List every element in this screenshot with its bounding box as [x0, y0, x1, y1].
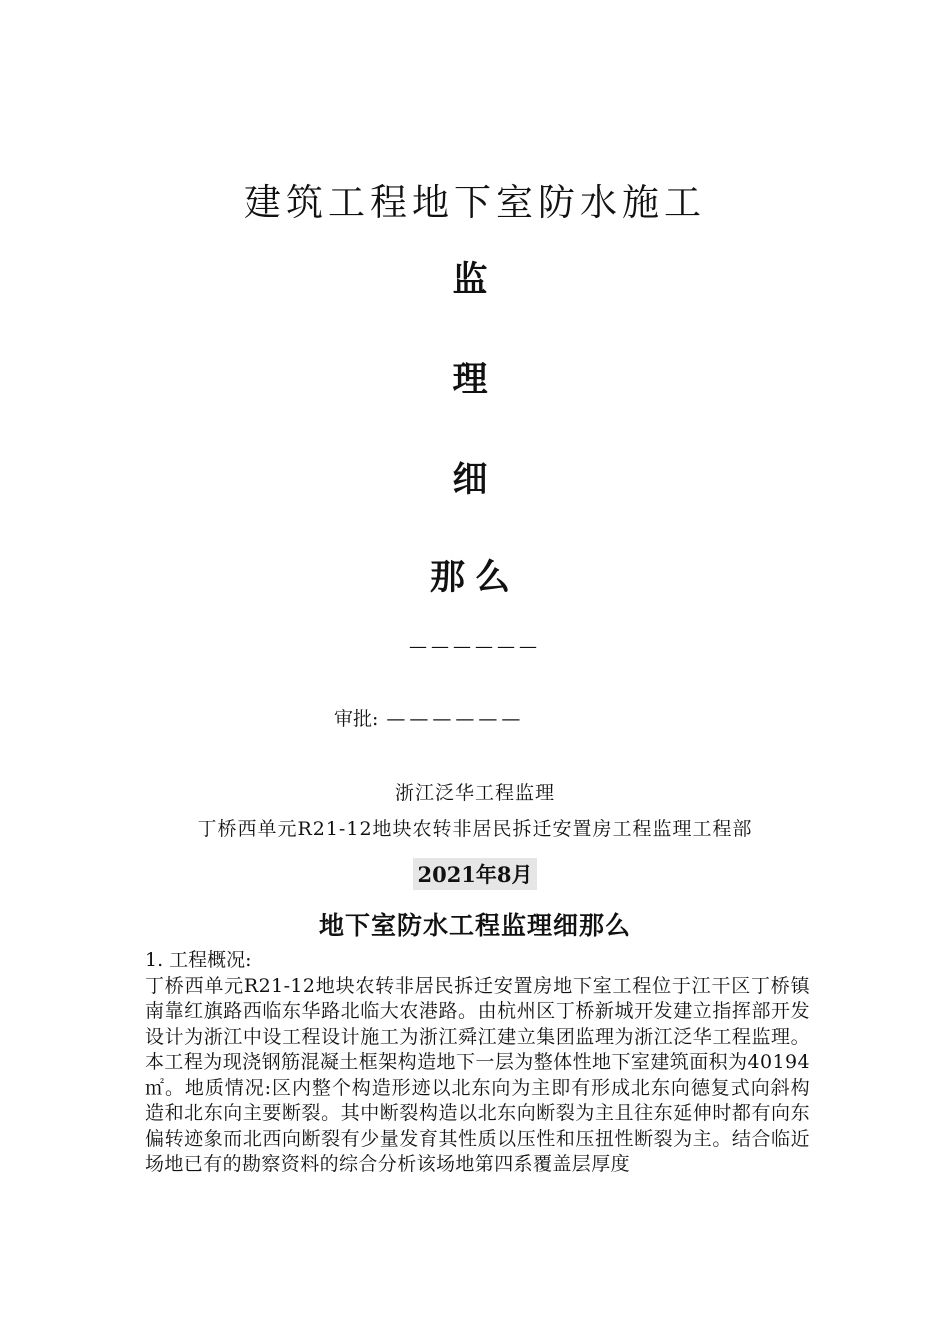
approval-label: 审批: — [334, 708, 379, 730]
title-char-3: 细 — [452, 459, 498, 500]
author-blank-dashes: —————— — [409, 636, 541, 657]
item-heading: 1. 工程概况: — [145, 949, 252, 971]
title-char-1: 监 — [452, 259, 498, 300]
approval-line — [334, 704, 524, 731]
main-title: 建筑工程地下室防水施工 — [244, 181, 706, 224]
approval-dashes: —————— — [386, 708, 525, 730]
organization-name: 浙江泛华工程监理 — [394, 782, 555, 804]
project-overview-paragraph: 丁桥西单元R21-12地块农转非居民拆迁安置房地下室工程位于江干区丁桥镇南靠红旗路西临东华路北临大农港路。由杭州区丁桥新城开发建立指挥部开发设计为浙江中设工程设计施工为浙江舜江建立集团监理为浙江泛华工程监理。本工程为现浇钢筋混凝土框架构造地下一层为整体性地下室建筑面积为40194 ㎡。地质情况:区内整个构造形迹以北东向为主即有形成北东向德复式向斜构造和北东向主要断裂。其中断裂构造以北东向断裂为主且往东延伸时都有向东偏转迹象而北西向断裂有少量发育其性质以压性和压扭性断裂为主。结合临近场地已有的勘察资料的综合分析该场地第四系覆盖层厚度 — [145, 974, 810, 1175]
title-char-4: 那么 — [429, 557, 520, 598]
project-department: 丁桥西单元R21-12地块农转非居民拆迁安置房工程监理工程部 — [197, 818, 753, 840]
document-date: 2021年8月 — [413, 858, 536, 890]
section-title: 地下室防水工程监理细那么 — [318, 911, 631, 940]
date-line — [0, 858, 950, 890]
body-text — [145, 948, 810, 1178]
title-char-2: 理 — [452, 359, 498, 400]
